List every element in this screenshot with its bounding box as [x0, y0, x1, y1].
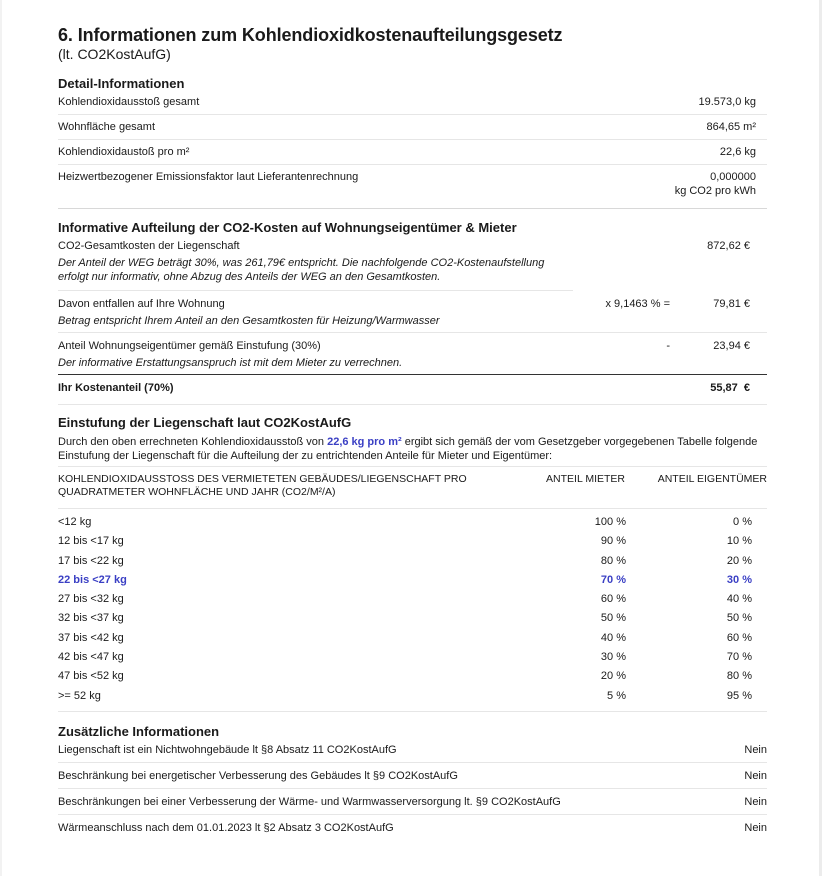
section-title: 6. Informationen zum Kohlendioxidkostenaufteilungsgesetz [58, 25, 563, 45]
weg-note: Der Anteil der WEG beträgt 30%, was 261,79€ entspricht. Die nachfolgende CO2-Kostenaufstellung erfolgt nur informativ, ohne Abzug des Anteils der WEG an den Gesamtkosten. [58, 256, 573, 291]
classification-row [58, 687, 767, 706]
detail-heading: Detail-Informationen [58, 76, 185, 91]
additional-label: Wärmeanschluss nach dem 01.01.2023 lt §2 Absatz 3 CO2KostAufG [58, 821, 394, 834]
col-header-range: KOHLENDIOXIDAUSSTOSS DES VERMIETETEN GEBÄUDES/LIEGENSCHAFT PRO QUADRATMETER WOHNFLÄCHE UND JAHR (CO2/M²/A) [58, 473, 467, 498]
classification-row [58, 609, 767, 628]
detail-value [699, 95, 768, 109]
classification-heading: Einstufung der Liegenschaft laut CO2KostAufG [58, 415, 352, 430]
detail-value-main: 0,000000 [710, 171, 756, 183]
classification-row [58, 552, 767, 571]
owner-share-cell: 95 % [726, 689, 752, 702]
classification-row [58, 629, 767, 648]
split-heading: Informative Aufteilung der CO2-Kosten auf Wohnungseigentümer & Mieter [58, 220, 517, 235]
owner-share-cell: 60 % [726, 631, 752, 644]
range-cell: <12 kg [58, 516, 92, 528]
range-cell: >= 52 kg [58, 689, 101, 702]
split-total-label: CO2-Gesamtkosten der Liegenschaft [58, 240, 240, 252]
additional-value: Nein [744, 795, 767, 808]
range-cell: 12 bis <17 kg [58, 535, 124, 548]
split-total-row [58, 239, 767, 253]
range-cell: 42 bis <47 kg [58, 651, 124, 664]
owner-share-cell: 40 % [726, 593, 752, 606]
classification-header [58, 467, 767, 509]
intro-text-2: ergibt sich gemäß der vom Gesetzgeber vorgegebenen Tabelle folgende Einstufung der Liegenschaft für die Aufteilung der zu entrichtenden Anteile für Mieter und Eigentümer: [58, 436, 758, 462]
detail-label: Wohnfläche gesamt [58, 121, 156, 133]
detail-row [58, 140, 767, 165]
share-value: 79,81 € [713, 298, 750, 310]
owner-share-cell: 30 % [726, 573, 752, 586]
owner-share-cell: 70 % [726, 651, 752, 664]
intro-highlight: 22,6 kg pro m² [327, 436, 402, 448]
classification-rows [58, 509, 767, 712]
additional-row [58, 763, 767, 789]
document-page [58, 24, 767, 840]
owner-note: Der informative Erstattungsanspruch ist mit dem Mieter zu verrechnen. [58, 357, 403, 369]
additional-value: Nein [744, 821, 767, 834]
classification-row [58, 590, 767, 609]
additional-row [58, 815, 767, 840]
result-label: Ihr Kostenanteil (70%) [58, 382, 174, 394]
classification-row [58, 532, 767, 551]
range-cell: 27 bis <32 kg [58, 593, 124, 606]
share-factor: x 9,1463 % = [605, 298, 670, 310]
owner-share-cell: 0 % [733, 516, 752, 528]
additional-row [58, 740, 767, 763]
tenant-share-cell: 20 % [600, 670, 626, 683]
classification-row [58, 648, 767, 667]
result-row [58, 375, 767, 405]
tenant-share-cell: 60 % [600, 593, 626, 606]
detail-label: Kohlendioxidausstoß gesamt [58, 96, 200, 108]
tenant-share-cell: 70 % [600, 573, 626, 586]
owner-label: Anteil Wohnungseigentümer gemäß Einstufung (30%) [58, 340, 321, 352]
additional-label: Liegenschaft ist ein Nichtwohngebäude lt §8 Absatz 11 CO2KostAufG [58, 743, 397, 756]
range-cell: 47 bis <52 kg [58, 670, 124, 683]
result-value: 55,87 € [710, 382, 750, 394]
additional-value: Nein [744, 769, 767, 782]
detail-value-unit: kg CO2 pro kWh [674, 185, 756, 197]
tenant-share-cell: 50 % [600, 612, 626, 625]
additional-label: Beschränkungen bei einer Verbesserung der Wärme- und Warmwasserversorgung lt. §9 CO2KostAufG [58, 795, 561, 808]
col-header-owner: ANTEIL EIGENTÜMER [657, 473, 767, 485]
owner-share-cell: 50 % [726, 612, 752, 625]
share-label: Davon entfallen auf Ihre Wohnung [58, 298, 225, 310]
tenant-share-cell: 40 % [600, 631, 626, 644]
additional-label: Beschränkung bei energetischer Verbesserung des Gebäudes lt §9 CO2KostAufG [58, 769, 458, 782]
share-block [58, 291, 767, 333]
detail-value [706, 120, 767, 134]
detail-value [720, 145, 767, 159]
classification-row [58, 571, 767, 590]
owner-share-cell: 20 % [726, 554, 752, 567]
split-total-value: 872,62 € [707, 240, 750, 252]
range-cell: 22 bis <27 kg [58, 573, 127, 586]
page-edge-left [0, 0, 2, 876]
owner-sign: - [666, 340, 670, 352]
share-note: Betrag entspricht Ihrem Anteil an den Gesamtkosten für Heizung/Warmwasser [58, 315, 440, 327]
owner-value: 23,94 € [713, 340, 750, 352]
classification-row [58, 513, 767, 532]
owner-share-cell: 10 % [726, 535, 752, 548]
additional-table [58, 740, 767, 840]
detail-value [675, 170, 767, 198]
tenant-share-cell: 90 % [600, 535, 626, 548]
section-subtitle: (lt. CO2KostAufG) [58, 46, 171, 62]
classification-intro [58, 435, 767, 463]
range-cell: 37 bis <42 kg [58, 631, 124, 644]
tenant-share-cell: 80 % [600, 554, 626, 567]
range-cell: 32 bis <37 kg [58, 612, 124, 625]
owner-block [58, 333, 767, 375]
tenant-share-cell: 30 % [600, 651, 626, 664]
detail-label: Kohlendioxidaustoß pro m² [58, 146, 190, 158]
additional-row [58, 789, 767, 815]
detail-row [58, 115, 767, 140]
detail-label: Heizwertbezogener Emissionsfaktor laut Lieferantenrechnung [58, 171, 359, 183]
detail-value-main: 864,65 m² [706, 121, 756, 133]
classification-row [58, 667, 767, 686]
intro-text-1: Durch den oben errechneten Kohlendioxidausstoß von [58, 436, 328, 448]
col-header-tenant: ANTEIL MIETER [546, 473, 625, 485]
detail-row [58, 92, 767, 115]
detail-value-main: 22,6 kg [719, 146, 756, 158]
additional-heading: Zusätzliche Informationen [58, 723, 220, 739]
range-cell: 17 bis <22 kg [58, 554, 124, 567]
tenant-share-cell: 100 % [594, 516, 626, 528]
additional-value: Nein [744, 743, 767, 756]
detail-value-main: 19.573,0 kg [698, 96, 756, 108]
tenant-share-cell: 5 % [607, 689, 626, 702]
detail-table [58, 92, 767, 209]
detail-row [58, 165, 767, 209]
owner-share-cell: 80 % [726, 670, 752, 683]
classification-table [58, 466, 767, 712]
